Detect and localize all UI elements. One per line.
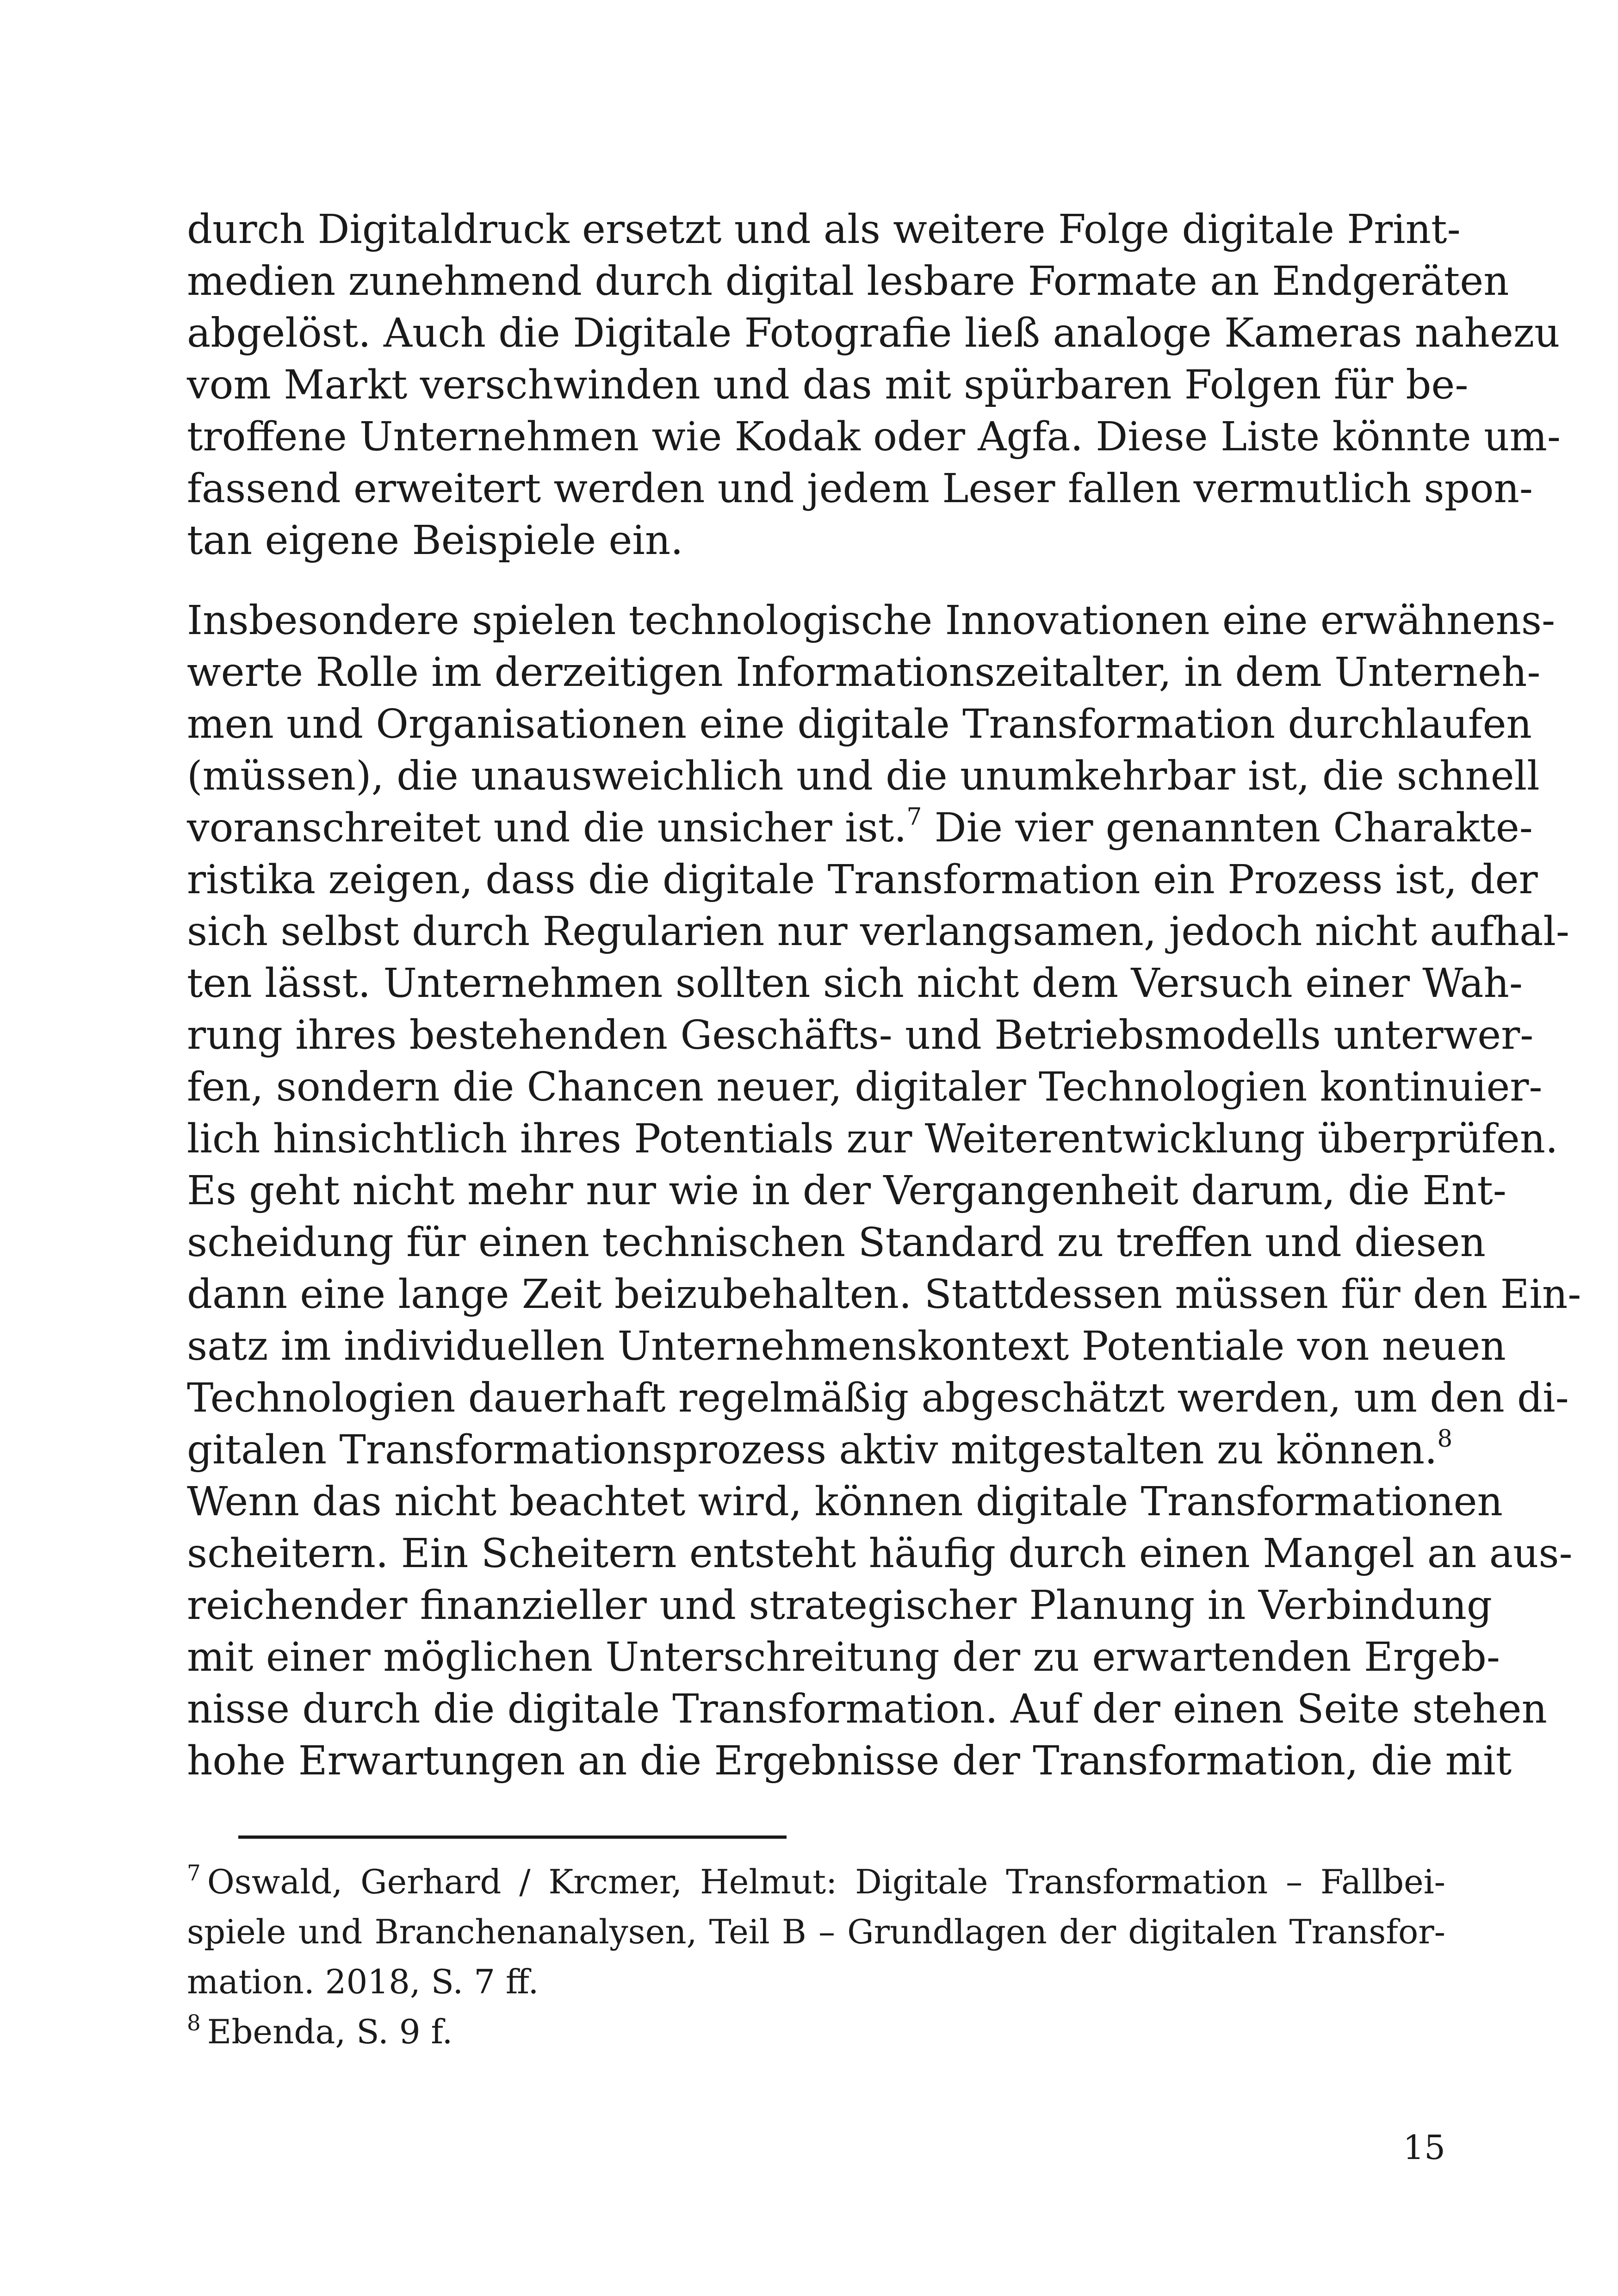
text-line: reichender finanzieller und strategischer Planung in Verbindung	[187, 1582, 1492, 1629]
footnote-8-line	[187, 2007, 1445, 2057]
text-line: Insbesondere spielen technologische Innovationen eine erwähnens-	[187, 597, 1556, 644]
text-line: werte Rolle im derzeitigen Informationszeitalter, in dem Unterneh-	[187, 649, 1541, 696]
text-line: nisse durch die digitale Transformation. Auf der einen Seite stehen	[187, 1686, 1547, 1732]
text-line: Wenn das nicht beachtet wird, können digitale Transformationen	[187, 1479, 1503, 1525]
footnotes	[187, 1857, 1445, 2057]
footnote-mark-7: 7	[187, 1860, 201, 1886]
text-line: medien zunehmend durch digital lesbare Formate an Endgeräten	[187, 258, 1509, 305]
text-segment: Die vier genannten Charakte-	[934, 805, 1533, 851]
footnote-7-line	[187, 1857, 1445, 1907]
footnote-text: Ebenda, S. 9 f.	[207, 2012, 453, 2051]
text-line: vom Markt verschwinden und das mit spürbaren Folgen für be-	[187, 362, 1469, 408]
text-segment: gitalen Transformationsprozess aktiv mitgestalten zu können.	[187, 1427, 1438, 1473]
text-line: satz im individuellen Unternehmenskontext Potentiale von neuen	[187, 1323, 1506, 1369]
footnote-7-line: mation. 2018, S. 7 ff.	[187, 1962, 539, 2001]
text-line: troffene Unternehmen wie Kodak oder Agfa. Diese Liste könnte um-	[187, 414, 1561, 460]
text-line: hohe Erwartungen an die Ergebnisse der Transformation, die mit	[187, 1738, 1512, 1784]
text-line: dann eine lange Zeit beizubehalten. Stattdessen müssen für den Ein-	[187, 1271, 1581, 1318]
text-line: fassend erweitert werden und jedem Leser fallen vermutlich spon-	[187, 466, 1533, 512]
page-number: 15	[1403, 2128, 1445, 2167]
text-line: lich hinsichtlich ihres Potentials zur Weiterentwicklung überprüfen.	[187, 1116, 1558, 1162]
text-line: scheidung für einen technischen Standard zu treffen und diesen	[187, 1220, 1486, 1266]
text-line: men und Organisationen eine digitale Transformation durchlaufen	[187, 701, 1532, 747]
footnote-reference-7[interactable]: 7	[906, 803, 922, 831]
footnote-separator	[238, 1836, 787, 1839]
text-line-with-footnote	[187, 1424, 1453, 1476]
text-line: ten lässt. Unternehmen sollten sich nicht dem Versuch einer Wah-	[187, 960, 1523, 1007]
text-segment: voranschreitet und die unsicher ist.	[187, 805, 907, 851]
footnote-reference-8[interactable]: 8	[1437, 1425, 1453, 1453]
text-line: mit einer möglichen Unterschreitung der zu erwartenden Ergeb-	[187, 1634, 1500, 1680]
footnote-mark-8: 8	[187, 2010, 201, 2036]
text-line: abgelöst. Auch die Digitale Fotografie ließ analoge Kameras nahezu	[187, 310, 1560, 356]
text-line: (müssen), die unausweichlich und die unumkehrbar ist, die schnell	[187, 753, 1540, 799]
text-line-with-footnote	[187, 802, 1533, 854]
text-line: Technologien dauerhaft regelmäßig abgeschätzt werden, um den di-	[187, 1375, 1569, 1421]
text-line: Es geht nicht mehr nur wie in der Vergangenheit darum, die Ent-	[187, 1168, 1506, 1214]
text-line: tan eigene Beispiele ein.	[187, 517, 683, 564]
text-line: fen, sondern die Chancen neuer, digitaler Technologien kontinuier-	[187, 1064, 1543, 1110]
text-line: rung ihres bestehenden Geschäfts- und Betriebsmodells unterwer-	[187, 1012, 1534, 1058]
text-line: durch Digitaldruck ersetzt und als weitere Folge digitale Print-	[187, 206, 1461, 253]
text-line: sich selbst durch Regularien nur verlangsamen, jedoch nicht aufhal-	[187, 908, 1569, 955]
body-paragraph-2	[187, 595, 1581, 1787]
body-paragraph-1	[187, 204, 1561, 566]
text-line: scheitern. Ein Scheitern entsteht häufig durch einen Mangel an aus-	[187, 1531, 1573, 1577]
text-line: ristika zeigen, dass die digitale Transformation ein Prozess ist, der	[187, 857, 1538, 903]
footnote-7-line: spiele und Branchenanalysen, Teil B – Grundlagen der digitalen Transfor-	[187, 1912, 1445, 1951]
footnote-text: Oswald, Gerhard / Krcmer, Helmut: Digitale Transformation – Fallbei-	[207, 1862, 1445, 1901]
